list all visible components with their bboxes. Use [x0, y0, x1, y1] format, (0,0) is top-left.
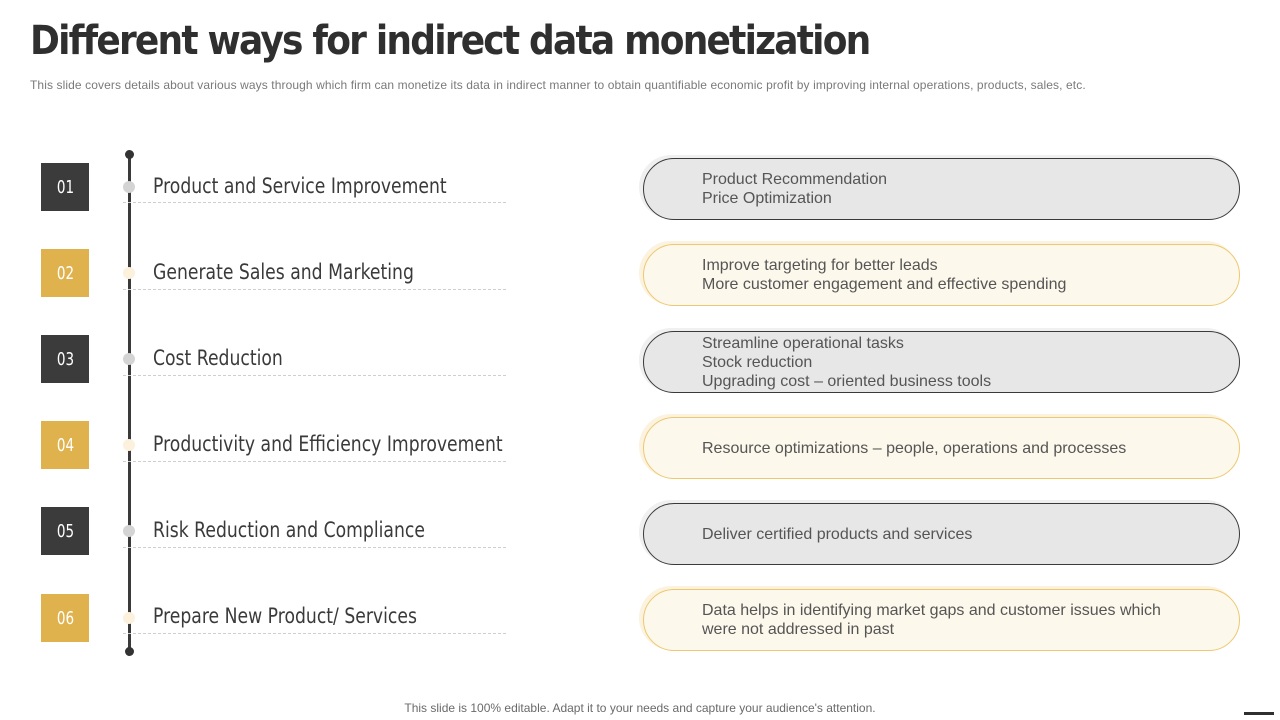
step-label: Cost Reduction — [153, 346, 283, 370]
step-label: Risk Reduction and Compliance — [153, 518, 425, 542]
timeline-start-cap — [125, 150, 134, 159]
step-label: Productivity and Efficiency Improvement — [153, 432, 503, 456]
timeline-dot — [123, 181, 135, 193]
step-label: Prepare New Product/ Services — [153, 604, 417, 628]
timeline-dot — [123, 353, 135, 365]
step-number-badge: 05 — [41, 507, 89, 555]
detail-line: Data helps in identifying market gaps and customer issues which — [702, 602, 1161, 619]
timeline-line — [128, 154, 131, 651]
detail-line: were not addressed in past — [702, 621, 895, 638]
detail-pill — [643, 244, 1240, 306]
step-label: Generate Sales and Marketing — [153, 260, 414, 284]
step-number-badge: 06 — [41, 594, 89, 642]
step-number-badge: 04 — [41, 421, 89, 469]
page-title: Different ways for indirect data monetization — [30, 18, 870, 64]
timeline-dot — [123, 439, 135, 451]
detail-pill — [643, 417, 1240, 479]
detail-pill — [643, 158, 1240, 220]
dashed-divider — [123, 461, 506, 462]
timeline-dot — [123, 525, 135, 537]
detail-line: Resource optimizations – people, operations and processes — [702, 439, 1127, 457]
detail-pill — [643, 503, 1240, 565]
step-number-badge: 03 — [41, 335, 89, 383]
dashed-divider — [123, 633, 506, 634]
dashed-divider — [123, 547, 506, 548]
corner-accent-bar — [1244, 712, 1274, 715]
dashed-divider — [123, 202, 506, 203]
detail-line: Upgrading cost – oriented business tools — [702, 372, 992, 390]
timeline-end-cap — [125, 647, 134, 656]
dashed-divider — [123, 289, 506, 290]
detail-line: Stock reduction — [702, 353, 813, 371]
timeline-dot — [123, 612, 135, 624]
timeline-dot — [123, 267, 135, 279]
detail-line: Improve targeting for better leads — [702, 257, 938, 274]
detail-line: More customer engagement and effective spending — [702, 276, 1067, 293]
step-number-badge: 01 — [41, 163, 89, 211]
detail-line: Price Optimization — [702, 190, 832, 207]
dashed-divider — [123, 375, 506, 376]
detail-line: Streamline operational tasks — [702, 334, 904, 352]
detail-pill — [643, 331, 1240, 393]
page-subtitle: This slide covers details about various ways through which firm can monetize its data in indirect manner to obtain quantifiable economic profit by improving internal operations, products, sales, etc. — [30, 78, 1086, 92]
footer-note: This slide is 100% editable. Adapt it to your needs and capture your audience's attention. — [404, 701, 876, 715]
step-label: Product and Service Improvement — [153, 174, 447, 198]
detail-line: Product Recommendation — [702, 171, 887, 188]
detail-pill — [643, 589, 1240, 651]
step-number-badge: 02 — [41, 249, 89, 297]
detail-line: Deliver certified products and services — [702, 525, 973, 543]
